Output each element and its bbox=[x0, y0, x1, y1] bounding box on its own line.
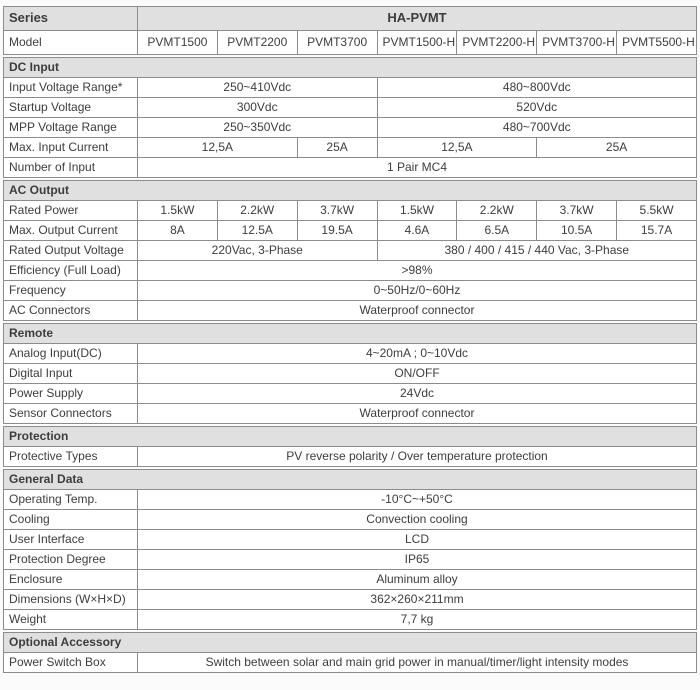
spec-section-table bbox=[3, 632, 697, 673]
model-name: PVMT2200 bbox=[217, 31, 297, 55]
row-label: Sensor Connectors bbox=[4, 404, 138, 424]
row-label: MPP Voltage Range bbox=[4, 118, 138, 138]
spec-value-cell: Aluminum alloy bbox=[138, 570, 697, 590]
spec-value-cell: 250~410Vdc bbox=[138, 78, 378, 98]
spec-value-cell: 24Vdc bbox=[138, 384, 697, 404]
table-row bbox=[4, 653, 697, 673]
spec-section-table bbox=[3, 323, 697, 424]
spec-value-cell: 10.5A bbox=[537, 221, 617, 241]
table-row bbox=[4, 138, 697, 158]
spec-value-cell: 1.5kW bbox=[138, 201, 218, 221]
row-label: Cooling bbox=[4, 510, 138, 530]
spec-value-cell: 480~700Vdc bbox=[377, 118, 696, 138]
model-name: PVMT5500-H bbox=[617, 31, 697, 55]
spec-value-cell: 220Vac, 3-Phase bbox=[138, 241, 378, 261]
spec-value-cell: 12.5A bbox=[217, 221, 297, 241]
spec-value-cell: 5.5kW bbox=[617, 201, 697, 221]
spec-value-cell: LCD bbox=[138, 530, 697, 550]
spec-value-cell: >98% bbox=[138, 261, 697, 281]
spec-value-cell: 12,5A bbox=[377, 138, 537, 158]
row-label: Protection Degree bbox=[4, 550, 138, 570]
model-row bbox=[4, 31, 697, 55]
spec-value-cell: IP65 bbox=[138, 550, 697, 570]
table-row bbox=[4, 261, 697, 281]
model-name: PVMT3700-H bbox=[537, 31, 617, 55]
spec-value-cell: -10°C~+50°C bbox=[138, 490, 697, 510]
table-row bbox=[4, 201, 697, 221]
table-row bbox=[4, 384, 697, 404]
row-label: Startup Voltage bbox=[4, 98, 138, 118]
spec-value-cell: 250~350Vdc bbox=[138, 118, 378, 138]
row-label: Max. Input Current bbox=[4, 138, 138, 158]
row-label: Number of Input bbox=[4, 158, 138, 178]
spec-sheet bbox=[3, 0, 697, 673]
table-row bbox=[4, 590, 697, 610]
model-name: PVMT2200-H bbox=[457, 31, 537, 55]
spec-value-cell: 3.7kW bbox=[297, 201, 377, 221]
row-label: Efficiency (Full Load) bbox=[4, 261, 138, 281]
spec-value-cell: Convection cooling bbox=[138, 510, 697, 530]
table-row bbox=[4, 281, 697, 301]
table-row bbox=[4, 78, 697, 98]
section-header: Protection bbox=[4, 427, 697, 447]
spec-section-table bbox=[3, 57, 697, 178]
row-label: Rated Output Voltage bbox=[4, 241, 138, 261]
row-label: Power Supply bbox=[4, 384, 138, 404]
table-row bbox=[4, 301, 697, 321]
table-row bbox=[4, 570, 697, 590]
spec-value-cell: 1.5kW bbox=[377, 201, 457, 221]
spec-value-cell: 520Vdc bbox=[377, 98, 696, 118]
row-label: Protective Types bbox=[4, 447, 138, 467]
row-label: Operating Temp. bbox=[4, 490, 138, 510]
row-label: Dimensions (W×H×D) bbox=[4, 590, 138, 610]
row-label: AC Connectors bbox=[4, 301, 138, 321]
spec-value-cell: PV reverse polarity / Over temperature protection bbox=[138, 447, 697, 467]
section-header: Optional Accessory bbox=[4, 633, 697, 653]
spec-value-cell: Waterproof connector bbox=[138, 404, 697, 424]
row-label: Analog Input(DC) bbox=[4, 344, 138, 364]
row-label: Power Switch Box bbox=[4, 653, 138, 673]
spec-value-cell: 3.7kW bbox=[537, 201, 617, 221]
section-header: Remote bbox=[4, 324, 697, 344]
table-row bbox=[4, 98, 697, 118]
table-row bbox=[4, 530, 697, 550]
spec-value-cell: 4.6A bbox=[377, 221, 457, 241]
spec-value-cell: 6.5A bbox=[457, 221, 537, 241]
spec-value-cell: 380 / 400 / 415 / 440 Vac, 3-Phase bbox=[377, 241, 696, 261]
spec-value-cell: 2.2kW bbox=[457, 201, 537, 221]
spec-section-table bbox=[3, 426, 697, 467]
spec-section-table bbox=[3, 469, 697, 630]
row-label: Input Voltage Range* bbox=[4, 78, 138, 98]
row-label: User Interface bbox=[4, 530, 138, 550]
table-row bbox=[4, 118, 697, 138]
spec-value-cell: 0~50Hz/0~60Hz bbox=[138, 281, 697, 301]
spec-value-cell: 15.7A bbox=[617, 221, 697, 241]
model-name: PVMT3700 bbox=[297, 31, 377, 55]
section-header: AC Output bbox=[4, 181, 697, 201]
row-label: Weight bbox=[4, 610, 138, 630]
table-row bbox=[4, 447, 697, 467]
spec-value-cell: ON/OFF bbox=[138, 364, 697, 384]
model-name: PVMT1500-H bbox=[377, 31, 457, 55]
table-row bbox=[4, 610, 697, 630]
row-label: Max. Output Current bbox=[4, 221, 138, 241]
section-header: General Data bbox=[4, 470, 697, 490]
section-header: DC Input bbox=[4, 58, 697, 78]
series-value: HA-PVMT bbox=[138, 7, 697, 31]
spec-value-cell: 362×260×211mm bbox=[138, 590, 697, 610]
series-row bbox=[4, 7, 697, 31]
spec-value-cell: 25A bbox=[537, 138, 697, 158]
spec-value-cell: 300Vdc bbox=[138, 98, 378, 118]
spec-value-cell: 12,5A bbox=[138, 138, 298, 158]
table-row bbox=[4, 344, 697, 364]
spec-section-table bbox=[3, 180, 697, 321]
spec-value-cell: 4~20mA ; 0~10Vdc bbox=[138, 344, 697, 364]
spec-value-cell: 1 Pair MC4 bbox=[138, 158, 697, 178]
spec-value-cell: 7,7 kg bbox=[138, 610, 697, 630]
table-row bbox=[4, 241, 697, 261]
row-label: Enclosure bbox=[4, 570, 138, 590]
table-row bbox=[4, 158, 697, 178]
table-row bbox=[4, 221, 697, 241]
spec-value-cell: 2.2kW bbox=[217, 201, 297, 221]
row-label: Rated Power bbox=[4, 201, 138, 221]
table-row bbox=[4, 490, 697, 510]
series-model-table bbox=[3, 6, 697, 55]
table-row bbox=[4, 510, 697, 530]
model-label: Model bbox=[4, 31, 138, 55]
spec-value-cell: 480~800Vdc bbox=[377, 78, 696, 98]
model-name: PVMT1500 bbox=[138, 31, 218, 55]
spec-value-cell: 19.5A bbox=[297, 221, 377, 241]
table-row bbox=[4, 550, 697, 570]
sections-container bbox=[3, 57, 697, 673]
spec-value-cell: 8A bbox=[138, 221, 218, 241]
table-row bbox=[4, 364, 697, 384]
table-row bbox=[4, 404, 697, 424]
row-label: Digital Input bbox=[4, 364, 138, 384]
spec-value-cell: Switch between solar and main grid power in manual/timer/light intensity modes bbox=[138, 653, 697, 673]
spec-value-cell: Waterproof connector bbox=[138, 301, 697, 321]
series-label: Series bbox=[4, 7, 138, 31]
spec-value-cell: 25A bbox=[297, 138, 377, 158]
row-label: Frequency bbox=[4, 281, 138, 301]
